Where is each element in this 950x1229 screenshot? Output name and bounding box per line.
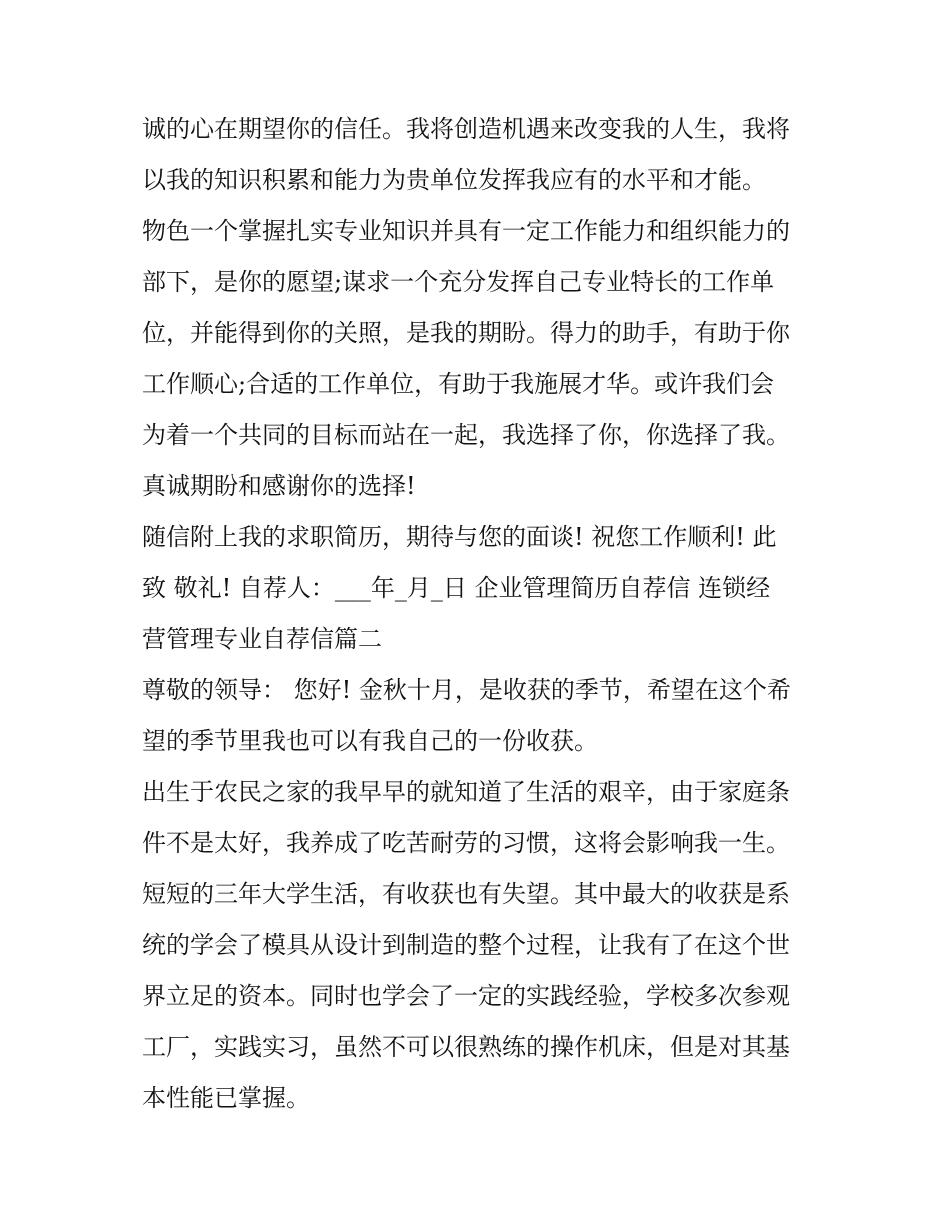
text-line: 短短的三年大学生活，有收获也有失望。其中最大的收获是系 (142, 880, 790, 908)
text-line: 统的学会了模具从设计到制造的整个过程，让我有了在这个世 (142, 931, 790, 959)
text-line: 营管理专业自荐信篇二 (142, 625, 382, 653)
text-line: 出生于农民之家的我早早的就知道了生活的艰辛，由于家庭条 (142, 778, 790, 806)
text-line: 诚的心在期望你的信任。我将创造机遇来改变我的人生，我将 (142, 115, 790, 143)
text-line: 真诚期盼和感谢你的选择! (142, 472, 416, 500)
text-line: 工作顺心;合适的工作单位，有助于我施展才华。或许我们会 (142, 370, 775, 398)
text-line: 工厂，实践实习，虽然不可以很熟练的操作机床，但是对其基 (142, 1033, 790, 1061)
text-line: 以我的知识积累和能力为贵单位发挥我应有的水平和才能。 (142, 166, 766, 194)
text-line: 致 敬礼! 自荐人：___年_月_日 企业管理简历自荐信 连锁经 (142, 574, 771, 602)
text-line: 本性能已掌握。 (142, 1084, 310, 1112)
text-line: 尊敬的领导： 您好! 金秋十月，是收获的季节，希望在这个希 (142, 676, 791, 704)
text-line: 部下，是你的愿望;谋求一个充分发挥自己专业特长的工作单 (142, 268, 775, 296)
text-line: 位，并能得到你的关照，是我的期盼。得力的助手，有助于你 (142, 319, 790, 347)
text-line: 随信附上我的求职简历，期待与您的面谈! 祝您工作顺利! 此 (142, 523, 777, 551)
body-text (142, 104, 822, 1124)
text-line: 物色一个掌握扎实专业知识并具有一定工作能力和组织能力的 (142, 217, 790, 245)
text-line: 界立足的资本。同时也学会了一定的实践经验，学校多次参观 (142, 982, 790, 1010)
text-line: 件不是太好，我养成了吃苦耐劳的习惯，这将会影响我一生。 (142, 829, 790, 857)
text-line: 望的季节里我也可以有我自己的一份收获。 (142, 727, 598, 755)
text-line: 为着一个共同的目标而站在一起，我选择了你，你选择了我。 (142, 421, 790, 449)
